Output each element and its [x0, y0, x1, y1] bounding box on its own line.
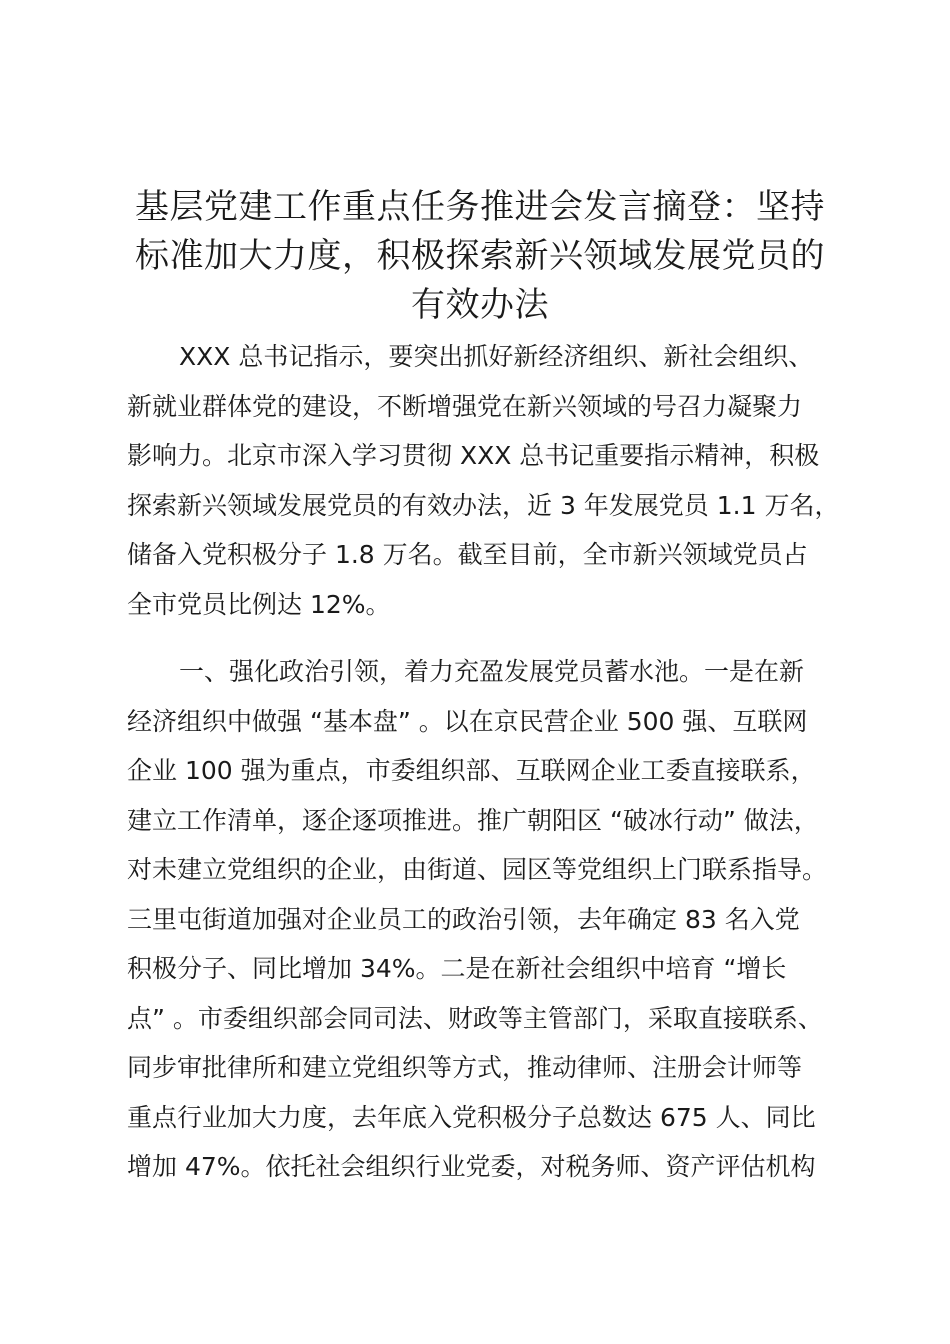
title-line: 基层党建工作重点任务推进会发言摘登：坚持	[135, 187, 825, 227]
text-line: 影响力。北京市深入学习贯彻 XXX 总书记重要指示精神，积极	[127, 441, 820, 470]
text-line: 三里屯街道加强对企业员工的政治引领，去年确定 83 名入党	[127, 904, 800, 934]
text-line: 同步审批律所和建立党组织等方式，推动律师、注册会计师等	[127, 1053, 803, 1082]
document-body	[127, 332, 867, 1192]
text-line: 重点行业加大力度，去年底入党积极分子总数达 675 人、同比	[127, 1102, 816, 1132]
text-line: XXX 总书记指示，要突出抓好新经济组织、新社会组织、	[179, 342, 814, 371]
text-line: 储备入党积极分子 1.8 万名。截至目前，全市新兴领域党员占	[127, 540, 808, 569]
text-line: 建立工作清单，逐企逐项推进。推广朝阳区 “破冰行动” 做法，	[127, 805, 819, 835]
text-line: 一、强化政治引领，着力充盈发展党员蓄水池。一是在新	[179, 657, 805, 686]
paragraph-intro	[127, 332, 867, 629]
text-line: 经济组织中做强 “基本盘” 。以在京民营企业 500 强、互联网	[127, 706, 808, 736]
text-line: 全市党员比例达 12%。	[127, 589, 391, 619]
title-line: 标准加大力度，积极探索新兴领域发展党员的	[135, 236, 825, 276]
paragraph-section-one	[127, 647, 867, 1192]
text-line: 对未建立党组织的企业，由街道、园区等党组织上门联系指导。	[127, 855, 828, 884]
text-line: 点” 。市委组织部会同司法、财政等主管部门，采取直接联系、	[127, 1003, 823, 1033]
text-line: 企业 100 强为重点，市委组织部、互联网企业工委直接联系，	[127, 756, 816, 785]
title-line: 有效办法	[411, 285, 549, 325]
text-line: 增加 47%。依托社会组织行业党委，对税务师、资产评估机构	[127, 1152, 816, 1181]
text-line: 新就业群体党的建设，不断增强党在新兴领域的号召力凝聚力	[127, 391, 803, 421]
document-title	[100, 183, 860, 330]
text-line: 积极分子、同比增加 34%。二是在新社会组织中培育 “增长	[127, 954, 787, 983]
text-line: 探索新兴领域发展党员的有效办法，近 3 年发展党员 1.1 万名，	[127, 490, 840, 520]
